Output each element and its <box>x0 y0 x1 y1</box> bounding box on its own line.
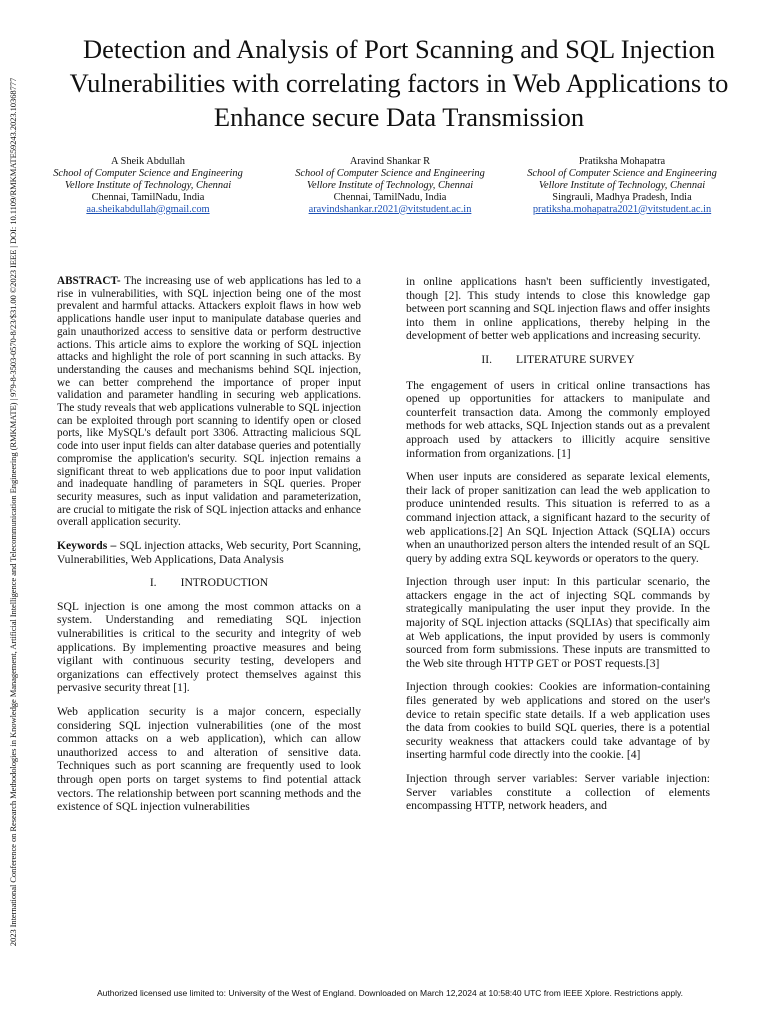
section-title: INTRODUCTION <box>180 576 269 590</box>
author-email-link[interactable]: pratiksha.mohapatra2021@vitstudent.ac.in <box>532 203 712 215</box>
doi-sidebar-text: 2023 International Conference on Research Methodologies in Knowledge Management, Artificial Intelligence and Telecommunication Engineering (RMKMATE) | 979-8-3503-0570-8/23/$31.00 ©2023 IEEE | DOI: 10.1109/RMKMATE59243.2023.10368777 <box>8 77 18 947</box>
body-paragraph: in online applications hasn't been sufficiently investigated, though [2]. This study intends to close this knowledge gap between port scanning and SQL injection flaws and offer insights into them in online applications, thereby helping in the development of better web applications and increasing security. <box>406 275 710 343</box>
author-institute: Vellore Institute of Technology, Chennai <box>306 179 474 191</box>
author-institute: Vellore Institute of Technology, Chennai <box>64 179 232 191</box>
author-name: A Sheik Abdullah <box>111 156 185 167</box>
body-paragraph: Injection through server variables: Server variable injection: Server variables constitute a collection of elements encompassing HTTP, network headers, and <box>406 772 710 813</box>
abstract-text: The increasing use of web applications has led to a rise in vulnerabilities, with SQL injection being one of the most prevalent and harmful attacks. Attackers exploit flaws in how web applications handle user input to manipulate database queries and gain unauthorized access to sensitive data or perform destructive actions. This article aims to explore the working of SQL injection attacks and highlight the role of port scanning in such attacks. By understanding the causes and mechanisms behind SQL injection, we can better comprehend the importance of proper input validation and parameter handling in securing web applications. The study reveals that web applications vulnerable to SQL injection can be exploited through port scanning to identify open or closed ports, like MySQL's default port 3306. Attracting malicious SQL code into user input fields can alter database queries and potentially compromise the application's security. SQL injection remains a significant threat to web applications due to poor input validation and inadequate handling of parameters in SQL queries. Proper security measures, such as input validation and parameterization, are crucial to mitigate the risk of SQL injection attacks and enhance overall application security. <box>57 275 361 529</box>
author-name: Aravind Shankar R <box>349 156 431 167</box>
author-email-link[interactable]: aravindshankar.r2021@vitstudent.ac.in <box>308 203 472 215</box>
body-paragraph: When user inputs are considered as separate lexical elements, their lack of proper sanitization can lead the web application to produce unintended results. This situation is referred to as a command injection attack, a significant hazard to the security of web applications.[2] An SQL Injection Attack (SQLIA) occurs when an unauthorized person alters the intended result of an SQL query by adding extra SQL keywords or operators to the query. <box>406 470 710 565</box>
section-number: II. <box>481 352 493 366</box>
section-number: I. <box>149 576 157 590</box>
doi-sidebar <box>0 0 26 1024</box>
abstract-label: ABSTRACT- <box>57 275 121 287</box>
keywords <box>57 539 361 566</box>
author-3 <box>522 156 722 216</box>
author-block <box>40 156 758 236</box>
author-institute: Vellore Institute of Technology, Chennai <box>538 179 706 191</box>
keywords-text: SQL injection attacks, Web security, Port Scanning, Vulnerabilities, Web Applications, Data Analysis <box>57 539 361 566</box>
author-affiliation: School of Computer Science and Engineering <box>295 167 485 179</box>
left-column <box>57 275 361 824</box>
author-email-link[interactable]: aa.sheikabdullah@gmail.com <box>86 203 210 215</box>
author-name: Pratiksha Mohapatra <box>578 156 666 167</box>
body-paragraph: Web application security is a major concern, especially considering SQL injection vulnerabilities (one of the most common attacks on a web application), which can allow unauthorized access to and alteration of sensitive data. Techniques such as port scanning are frequently used to look through open ports on target systems to find potential attack vectors. The relationship between port scanning methods and the existence of SQL injection vulnerabilities <box>57 705 361 814</box>
abstract <box>57 275 361 529</box>
author-1 <box>48 156 248 216</box>
author-affiliation: School of Computer Science and Engineering <box>53 167 243 179</box>
body-paragraph: SQL injection is one among the most common attacks on a system. Understanding and remediating SQL injection vulnerabilities is critical to the security and integrity of web applications. By implementing proactive measures and being vigilant with continuous security testing, developers and organizations can effectively protect themselves against this pervasive security threat [1]. <box>57 599 361 695</box>
author-affiliation: School of Computer Science and Engineering <box>527 167 717 179</box>
author-location: Chennai, TamilNadu, India <box>91 191 205 203</box>
body-paragraph: Injection through user input: In this particular scenario, the attackers engage in the act of injecting SQL commands by strategically manipulating the user input they provide. In the majority of SQL injection attacks (SQLIAs) that specifically aim at Web applications, the input provided by users is commonly sourced from form submissions. These inputs are transmitted to the Web site through HTTP GET or POST requests.[3] <box>406 575 710 670</box>
author-location: Chennai, TamilNadu, India <box>333 191 447 203</box>
right-column <box>406 275 710 823</box>
license-footer: Authorized licensed use limited to: University of the West of England. Downloaded on March 12,2024 at 10:58:40 UTC from IEEE Xplore. Restrictions apply. <box>96 988 683 998</box>
section-title: LITERATURE SURVEY <box>516 352 635 366</box>
section-heading-literature-survey <box>406 353 710 367</box>
body-paragraph: Injection through cookies: Cookies are information-containing files generated by web applications and stored on the user's device to retain specific state details. If a web application uses the data from cookies to build SQL queries, there is a potential security weakness that attackers could take advantage of by inserting harmful code directly into the cookie. [4] <box>406 680 710 762</box>
author-2 <box>290 156 490 216</box>
paper-title: Detection and Analysis of Port Scanning and SQL Injection Vulnerabilities with correlating factors in Web Applications to Enhance secure Data Transmission <box>69 34 729 132</box>
keywords-label: Keywords – <box>57 539 117 553</box>
section-heading-introduction <box>57 576 361 590</box>
body-paragraph: The engagement of users in critical online transactions has opened up opportunities for attackers to manipulate and counterfeit transaction data. Among the commonly employed methods for web attacks, SQL Injection stands out as a prevalent approach used by attackers to illicitly acquire sensitive information from organizations. [1] <box>406 378 710 460</box>
author-location: Singrauli, Madhya Pradesh, India <box>552 191 692 203</box>
